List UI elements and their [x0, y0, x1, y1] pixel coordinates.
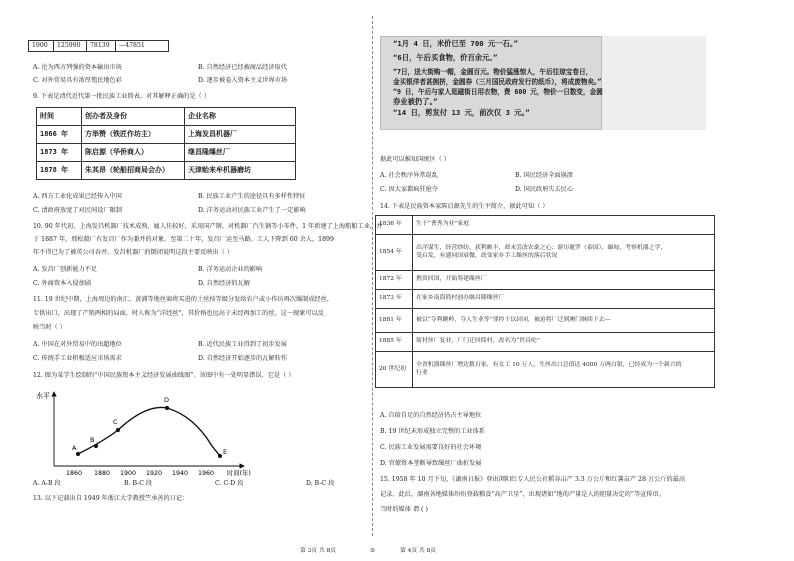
point-e — [218, 454, 222, 458]
top-data-table — [28, 40, 169, 52]
q15-line-2: 记录。此后，湖南各地媒体纷纷登载粮食“高产卫星”，出现诸如“地的产量是人的胆量决定的”等宣传语。 — [380, 491, 665, 498]
table-cell: 1866 年 — [37, 126, 82, 144]
q9-option-b: B. 民族工业产生的途径具有多样性特征 — [198, 193, 306, 200]
x-tick: 1880 — [94, 470, 111, 477]
q8-option-b: B. 自然经济已经被商品经济取代 — [198, 64, 287, 71]
point-label-b: B — [90, 436, 95, 444]
center-mark-icon: ⊙ — [370, 547, 375, 554]
q14-option-b: B. 19 世纪末形成独立完整的工业体系 — [380, 428, 485, 435]
q11-option-d: D. 自然经济开始逐步的瓦解转作 — [198, 355, 288, 362]
q14-option-d: D. 官僚资本垄断导致缫丝厂曲折发展 — [380, 460, 482, 467]
curve-line — [78, 407, 220, 456]
q15-line-3: 当时的媒体 谓 ( ) — [380, 506, 428, 513]
q14-stem: 14. 下表是民族资本家陈启源先生的生平简介，据此可知（ ） — [380, 203, 549, 210]
x-axis-label: 时间(年) — [227, 470, 251, 477]
quote-line: “14 日，剪发付 13 元，前次仅 3 元。” — [393, 108, 530, 117]
table-cell: 1878 年 — [37, 162, 82, 180]
q13-option-b: B. 国民经济全面崩溃 — [515, 172, 573, 179]
table-cell: 1872 年 — [376, 271, 413, 290]
table-header: 企业名称 — [185, 108, 296, 126]
table-cell: 125990 — [54, 41, 87, 52]
q8-option-d: D. 逐步被卷入资本主义世界市场 — [198, 77, 288, 84]
page-number-right: 第 4页 共 8页 — [400, 547, 437, 554]
q8-option-c: C. 对外贸易具有浓厚殖民地色彩 — [33, 77, 122, 84]
q11-line-3: 映当时（ ） — [33, 324, 66, 331]
q11-option-a: A. 中国在对外贸易中的出超地位 — [33, 341, 122, 348]
table-cell: 简村丝厂复业，厂门迁回简村，改名为“世昌纶” — [413, 333, 715, 352]
table-cell: 出洋谋生，经营纱纺，获利颇丰，却未尝改农桑之心；游历暹罗（泰国）、缅甸，考察机器之学， 受启发，有感同国衰微，改变家乡手工缫丝的落后状况 — [413, 235, 715, 271]
point-label-c: C — [113, 418, 118, 426]
x-tick: 1940 — [172, 470, 189, 477]
page-number-left: 第 3页 共 8页 — [300, 547, 337, 554]
q13-follow: 据此可以推知国统区（ ） — [380, 156, 451, 163]
q10-option-a: A. 发昌厂创新能力不足 — [33, 266, 98, 273]
table-cell: 陈启源（华侨商人） — [82, 144, 185, 162]
q11-option-c: C. 传统手工业积极适应市场需求 — [33, 355, 122, 362]
q10-option-d: D. 自然经济的瓦解 — [198, 280, 250, 287]
q12-option-a: A. A-B 段 — [33, 480, 61, 487]
point-c — [116, 428, 120, 432]
point-label-e: E — [223, 448, 228, 456]
q14-table — [375, 215, 715, 388]
q12-option-c: C. C-D 段 — [215, 480, 244, 487]
table-cell: 1900 — [29, 41, 54, 52]
quote-line: “7日，送大街购一帽，金圆百元。物价猛涨惊人，午后往琼宝卷日， — [393, 68, 593, 76]
development-curve-chart — [34, 386, 274, 478]
y-axis-label: 水平 — [36, 392, 50, 400]
point-label-d: D — [164, 396, 170, 404]
point-a — [76, 452, 80, 456]
q10-line-3: 年不得已为了被英公司吞并。发昌机器厂的倒闭说明这段主要反映出（ ） — [33, 249, 233, 256]
table-cell: 20 世纪初 — [376, 352, 413, 388]
point-label-a: A — [72, 444, 77, 452]
table-cell: 携资回国，开始筹建缫丝厂 — [413, 271, 715, 290]
point-d — [165, 406, 169, 410]
q9-option-c: C. 清政府放宽了对民间设厂限制 — [33, 207, 122, 214]
table-cell: —47851 — [116, 41, 169, 52]
table-header: 时间 — [37, 108, 82, 126]
q14-option-c: C. 民族工业发展需要良好的社会环境 — [380, 444, 482, 451]
table-cell: 天津贻来牟机器磨坊 — [185, 162, 296, 180]
q11-option-b: B. 近代民族工业得到了初步发展 — [198, 341, 287, 348]
table-cell: 1873 年 — [376, 290, 413, 309]
table-cell: 继昌隆缫丝厂 — [185, 144, 296, 162]
table-cell: 方举赞（铁匠作坊主） — [82, 126, 185, 144]
q15-line-1: 15. 1958 年 10 月下旬，《湖南日报》登出浏阳红专人民公社稻谷亩产 3.3 万公斤和红薯亩产 28 万公斤的最高 — [380, 476, 686, 483]
table-cell: 1836 年 — [376, 216, 413, 235]
q8-option-a: A. 沦为西方列强的资本输出市场 — [33, 64, 122, 71]
quote-line: 券业被扔了。” — [393, 97, 438, 106]
q12-option-b: B. B-C 段 — [124, 480, 153, 487]
table-cell: 78139 — [87, 41, 116, 52]
quote-line: “1月 4 日，米价已至 700 元一石。” — [393, 39, 518, 48]
x-tick: 1860 — [66, 470, 83, 477]
q10-option-c: C. 外商资本入侵加剧 — [33, 280, 91, 287]
table-cell: 全省机器缫丝厂增达数百家，有女工 10 万人。生丝出口总值达 4000 万两白银，已经成为一个新兴的 行业 — [413, 352, 715, 388]
x-tick: 1960 — [198, 470, 215, 477]
quote-line: “9 日，午后与家人逛磁街日用衣物，费 600 元，物价一日数变，金圆 — [393, 88, 603, 96]
q14-option-a: A. 自给自足的自然经济仍占主导地位 — [380, 412, 482, 419]
x-tick: 1920 — [146, 470, 163, 477]
table-cell: 在家乡南海简村创办继昌隆缫丝厂 — [413, 290, 715, 309]
table-cell: 1873 年 — [37, 144, 82, 162]
table-cell: 被以“夺利跳岭，夺人生业等”罪控于以封闭，被迫将厂迁到澳门继续下去— — [413, 309, 715, 333]
table-cell: 1854 年 — [376, 235, 413, 271]
q9-option-d: D. 洋务运动对民族工业产生了一定影响 — [198, 207, 306, 214]
right-page — [375, 0, 735, 561]
q13-option-c: C. 因大家都疯狂抢夺 — [380, 186, 438, 193]
q10-line-2: 于 1887 年，邢松船厂有发昌厂作为兼并的对象。至第二十年，发昌厂运至马路。工人下降到 60 余人，1899 — [33, 236, 334, 243]
q11-line-1: 11. 19 世纪中期，上海周边的南汇、黄浦等地丝商将买进的土丝按等级分发给农户或小作坊再次缫制成经丝， — [33, 296, 334, 303]
q13-stem: 13. 以下记载出自 1949 年浙江大学教授竺承善的日记： — [33, 495, 189, 502]
q10-line-1: 10. 90 年代初，上海发昌机器厂技术成熟、雇人佳较好，采用国产钢、对机器厂汽生钢等小零件，1 年新建了上海船舶工业。并 — [33, 223, 383, 230]
q12-option-d: D. B-C 段 — [306, 480, 335, 487]
quote-line: “6日，午后买食物，价百余元。” — [393, 53, 498, 62]
quote-line: 金买银洋者甚拥挤，金圆券（三月国民政府发行的纸币），将成废物矣。” — [393, 78, 602, 86]
q9-option-a: A. 西方工业化成果已经传入中国 — [33, 193, 122, 200]
q12-stem: 12. 图为某学生绘制的“中国民族资本主义经济发展曲线图”。该图中有一处明显错误，它是（ ） — [33, 372, 295, 379]
point-b — [94, 444, 98, 448]
table-cell: 1881 年 — [376, 309, 413, 333]
table-cell: 1885 年 — [376, 333, 413, 352]
table-cell: 上海发昌机器厂 — [185, 126, 296, 144]
left-page — [28, 0, 388, 561]
table-header: 创办者及身份 — [82, 108, 185, 126]
q11-line-2: 专供出口，出现了产销两相的局面，时人称为“洋经丝”，其价格也远高于未经再加工的丝。这一现象可以反 — [33, 310, 324, 317]
q13-option-a: A. 社会秩序异常混乱 — [380, 172, 438, 179]
table-cell: 生于“耆秀为业”家庭 — [413, 216, 715, 235]
q10-option-b: B. 洋务运动企业的影响 — [198, 266, 263, 273]
q13-option-d: D. 国民政府失去民心 — [515, 186, 574, 193]
q9-stem: 9. 下表是清代近代第一批民族工业简表。对其解释正确的是（ ） — [33, 93, 210, 100]
table-cell: 朱其昂（轮船招商局会办） — [82, 162, 185, 180]
page-divider — [372, 16, 373, 536]
x-tick: 1900 — [120, 470, 137, 477]
q9-table — [36, 107, 296, 180]
